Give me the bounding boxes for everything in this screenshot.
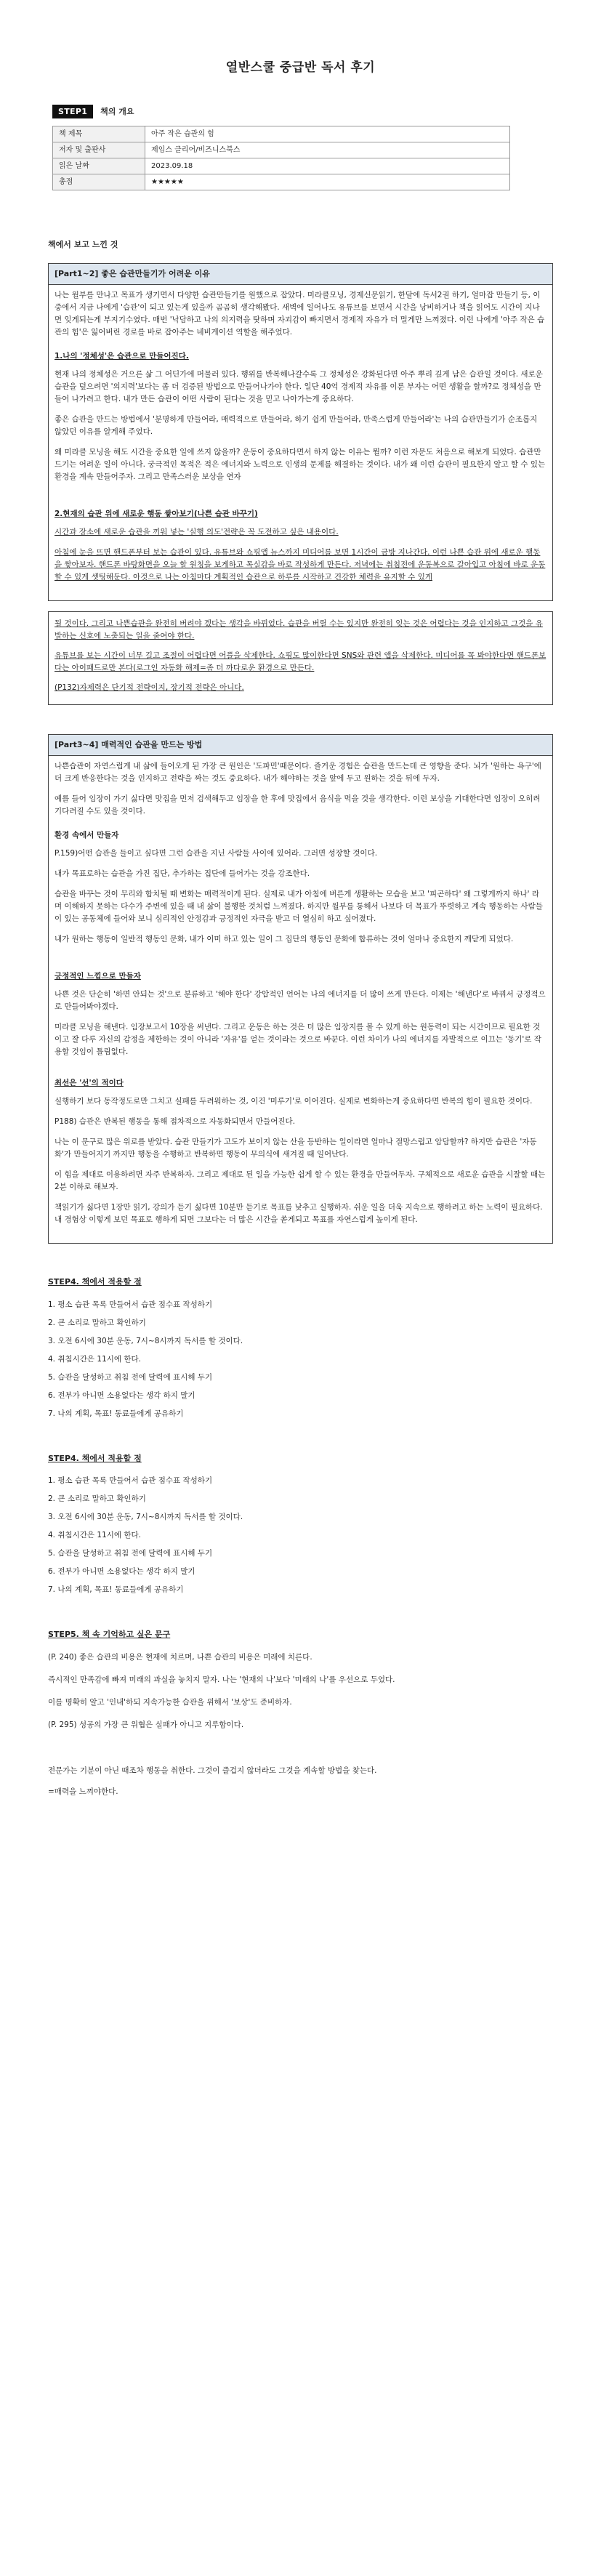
step4-section-repeat — [48, 1452, 553, 1597]
list-item: 6. 전부가 아니면 소용없다는 생각 하지 말기 — [48, 1390, 195, 1400]
paragraph: P188) 습관은 반복된 행동을 통해 점차적으로 자동화되면서 만들어진다. — [55, 1116, 296, 1126]
paragraph: =매력을 느껴야한다. — [48, 1787, 118, 1797]
step1-badge: STEP1 — [52, 105, 93, 119]
paragraph: 시간과 장소에 새로운 습관을 끼워 넣는 '실행 의도'전략은 꼭 도전하고 싶은 내용이다. — [55, 527, 339, 536]
paragraph: 즉시적인 만족감에 빠져 미래의 과실을 놓치지 말자. 나는 '현재의 나'보다 '미래의 나'를 우선으로 두었다. — [48, 1675, 395, 1685]
info-key: 책 제목 — [53, 126, 145, 142]
step4-title: STEP4. 책에서 적용할 점 — [48, 1453, 142, 1463]
part34-box — [48, 734, 553, 1244]
quote: (P. 240) 좋은 습관의 비용은 현재에 치르며, 나쁜 습관의 비용은 미래에 치른다. — [48, 1653, 312, 1662]
table-row — [53, 142, 510, 158]
paragraph: 나는 월부를 만나고 목표가 생기면서 다양한 습관만들기를 원했으로 잡았다. 미라클모닝, 경제신문읽기, 한달에 독서2권 하기, 얼마잡 만들기 등, 이중에서 지금 나에게 '습관'이 되고 있는게 있을까 곰곰히 생각해봤다. 새벽에 일어나도 유튜브를 보면서 시간을 낭비하거나 책을 읽어도 시간이 지나면 잊게되는게 부지기수였다. 매번 '낙담하고 나의 의지력을 탓하며 자괴감이 빠지면서 경제적 자유가 더 멀게만 느껴졌다. 이런 나에게 '아주 작은 습관의 힘'은 잃어버린 경로를 바로 잡아주는 네비게이션 역할을 해주었다. — [55, 290, 545, 337]
list-item: 1. 평소 습관 목록 만들어서 습관 점수표 작성하기 — [48, 1300, 213, 1309]
paragraph: 나쁜 것은 단순히 '하면 안되는 것'으로 분류하고 '해야 한다' 강압적인 언어는 나의 에너지를 더 많이 쓰게 만든다. 이제는 '해낸다'로 바꿔서 긍정적으로 만들어봐야겠다. — [55, 989, 546, 1011]
subheading: 2.현재의 습관 위에 새로운 행동 쌓아보기(나쁜 습관 바꾸기) — [55, 509, 258, 518]
paragraph: P.159)어떤 습관을 들이고 싶다면 그런 습관을 지닌 사람들 사이에 있어라. 그러면 성장할 것이다. — [55, 848, 378, 858]
paragraph: 현재 나의 정체성은 거으른 삶 그 어딘가에 머물러 있다. 행위를 반복해나갈수록 그 정체성은 강화된다면 아주 뿌리 깊게 남은 습관일 것이다. 새로운 습관을 덮으려면 '의지력'보다는 좀 더 검증된 방법으로 만들어나가야 한다. 일단 40억 경제적 자유를 이룬 부자는 어떤 생활을 할까?로 정체성을 만들어 나가려고 한다. 내가 만든 습관이 어떤 사람이 된다는 것을 믿고 나아가는게 중요하다. — [55, 369, 543, 403]
list-item: 1. 평소 습관 목록 만들어서 습관 점수표 작성하기 — [48, 1476, 213, 1486]
paragraph: 아침에 눈을 뜨면 핸드폰부터 보는 습관이 있다. 유튜브와 쇼핑앱 뉴스까지 미디어를 보면 1시간이 금방 지나간다. 이런 나쁜 습관 위에 새로운 행동을 쌓아보자. 핸드폰 바탕화면을 오늘 할 원칭을 보게하고 목실감을 바로 작성하게 만든다. 저녁에는 취침전에 운동복으로 갈아입고 아침에 바로 운동 할 수 있게 셋팅해둔다. 아것으로 나는 아침마다 계획적인 습관으로 하루를 시작하고 건강한 체력을 유지할 수 있게 — [55, 547, 546, 581]
subheading: 1.나의 '정체성'은 습관으로 만들어진다. — [55, 351, 189, 361]
subheading: 환경 속에서 만들자 — [55, 830, 119, 840]
paragraph: 습관을 바꾸는 것이 무리와 합치될 때 변화는 매력적이게 된다. 실제로 내가 아침에 버른게 생활하는 모습을 보고 '피곤하다' 왜 그렇게까지 하나' 라며 이해하지 못하는 다수가 주변에 있을 때 내 삶이 불행한 것처럼 느껴졌다. 하지만 월부를 통해서 나보다 더 목표가 뚜렷하고 계속 행동하는 사람들이 있는 공동체에 들어와 보니 심리적인 안정감과 긍정적인 자극을 받고 더 열심히 하고 싶어졌다. — [55, 889, 543, 923]
page-title: 열반스쿨 중급반 독서 후기 — [225, 60, 376, 75]
paragraph: 내가 목표로하는 습관을 가진 집단, 추가하는 집단에 들어가는 것을 강조한다. — [55, 869, 310, 878]
rating-stars: ★★★★★ — [145, 174, 510, 190]
action-list — [48, 1299, 553, 1420]
info-key: 총점 — [53, 174, 145, 190]
action-list — [48, 1475, 553, 1596]
paragraph: 내가 원하는 행동이 일반적 행동인 문화, 내가 이미 하고 있는 일이 그 집단의 행동인 문화에 합류하는 것이 얼마나 중요한지 깨닫게 되었다. — [55, 934, 514, 943]
paragraph: 이를 명확히 알고 '인내'하되 지속가능한 습관을 위해서 '보상'도 준비하자. — [48, 1698, 292, 1707]
paragraph: 유튜브를 보는 시간이 너무 길고 조절이 어렵다면 어플을 삭제한다. 쇼핑도 많이한다면 SNS와 관련 앱을 삭제한다. 미디어를 꼭 봐야한다면 핸드폰보다는 아이패드로만 본다(로그인 자동화 해제=좀 더 까다로운 환경으로 만든다. — [55, 651, 546, 672]
paragraph: 책읽기가 싫다면 1장만 읽기, 강의가 듣기 싫다면 10분만 듣기로 목표를 낮추고 실행하자. 쉬운 일을 더욱 지속으로 행하려고 하는 노력이 필요하다. 내 경험상 이렇게 보던 목표로 행하게 되면 그보다는 더 많은 시간을 쏟게되고 목표를 자연스럽게 높이게 된다. — [55, 1202, 543, 1224]
paragraph: 예를 들어 임장이 가기 싫다면 맛집을 먼저 검색해두고 임장을 한 후에 맛집에서 음식을 먹을 것을 생각한다. 이런 보상을 기대한다면 임장이 오히려 기다려질 수도 있을 것이다. — [55, 794, 541, 816]
paragraph: 될 것이다. 그리고 나쁜습관을 완전히 버려야 겠다는 생각을 바뀌었다. 습관을 버릴 수는 있지만 완전히 잊는 것은 어렵다는 것을 인지하고 그것을 유발하는 신호에 노출되는 일을 줄여야 한다. — [55, 619, 543, 640]
quote: (P. 295) 성공의 가장 큰 위협은 실패가 아니고 지루함이다. — [48, 1720, 244, 1730]
part12-heading: [Part1~2] 좋은 습관만들기가 어려운 이유 — [49, 264, 552, 285]
list-item: 5. 습관을 달성하고 취침 전에 달력에 표시해 두기 — [48, 1549, 213, 1558]
continued-box — [48, 611, 553, 705]
paragraph: 실행하기 보다 동작정도로만 그치고 실패를 두려워하는 것, 이건 '미루기'로 이어진다. 실제로 변화하는게 중요하다면 반복의 힘이 필요한 것이다. — [55, 1096, 533, 1106]
paragraph: 전문가는 기분이 아닌 때조차 행동을 취한다. 그것이 즐겁지 않더라도 그것을 계속할 방법을 찾는다. — [48, 1766, 377, 1776]
paragraph: (P132)자제력은 단기적 전략이지, 장기적 전략은 아니다. — [55, 683, 244, 692]
table-row — [53, 158, 510, 174]
step1-header — [52, 105, 553, 119]
info-key: 저자 및 출판사 — [53, 142, 145, 158]
list-item: 3. 오전 6시에 30분 운동, 7시~8시까지 독서를 할 것이다. — [48, 1336, 243, 1345]
paragraph: 나는 이 문구로 많은 위로를 받았다. 습관 만들기가 고도가 보이지 않는 산을 등반하는 일이라면 얼마나 절망스럽고 암담할까? 하지만 습관은 '자동화'가 만들어지기 까지만 행동을 수행하고 반복하면 행동이 무의식에 새겨질 때 일어난다. — [55, 1137, 537, 1159]
paragraph: 나쁜습관이 자연스럽게 내 삶에 들어오게 된 가장 큰 원인은 '도파민'때문이다. 즐거운 경험은 습관을 만드는데 큰 영향을 준다. 뇌가 '원하는 욕구'에 더 크게 반응한다는 것을 인지하고 전략을 짜는 것도 중요하다. 내가 해야하는 것을 앞에 두고 원하는 것을 뒤에 두자. — [55, 761, 541, 783]
step5-title: STEP5. 책 속 기억하고 싶은 문구 — [48, 1630, 171, 1640]
step5-section — [48, 1628, 553, 1731]
list-item: 7. 나의 계획, 목표! 동료들에게 공유하기 — [48, 1409, 184, 1418]
list-item: 4. 취침시간은 11시에 한다. — [48, 1354, 142, 1364]
list-item: 6. 전부가 아니면 소용없다는 생각 하지 말기 — [48, 1567, 195, 1577]
part12-box — [48, 263, 553, 601]
closing-section — [48, 1765, 553, 1798]
list-item: 2. 큰 소리로 말하고 확인하기 — [48, 1494, 146, 1504]
subheading: 긍정적인 느낌으로 만들자 — [55, 971, 141, 981]
info-key: 읽은 날짜 — [53, 158, 145, 174]
table-row — [53, 126, 510, 142]
paragraph: 미라클 모닝을 해낸다. 임장보고서 10장을 써낸다. 그리고 운동은 하는 것은 더 많은 임장지를 볼 수 있게 하는 원동력이 되는 시간이므로 필요한 것이고 잘 다루 자신의 감정을 제한하는 것이 아니라 '자유'를 얻는 것이라는 것으로 바꾼다. 이런 차이가 나의 에너지를 자발적으로 이끄는 '동기'로 작용할 것임이 틀림없다. — [55, 1022, 541, 1056]
list-item: 5. 습관을 달성하고 취침 전에 달력에 표시해 두기 — [48, 1372, 213, 1382]
part34-heading: [Part3~4] 매력적인 습관을 만드는 방법 — [49, 735, 552, 756]
step4-section — [48, 1276, 553, 1420]
list-item: 3. 오전 6시에 30분 운동, 7시~8시까지 독서를 할 것이다. — [48, 1513, 243, 1522]
step4-title: STEP4. 책에서 적용할 점 — [48, 1276, 142, 1287]
info-value: 제임스 클리어/비즈니스북스 — [145, 142, 510, 158]
paragraph: 왜 미라클 모닝을 해도 시간을 중요한 일에 쓰지 않을까? 운동이 중요하다면서 하지 않는 이유는 뭘까? 이런 자문도 처음으로 해보게 되었다. 습관만드기는 어려운 일이 아니다. 궁극적인 목적은 적은 에너지와 노력으로 인생의 문제를 해결하는 것이다. 내가 왜 이런 습관이 필요한지 알고 할 수 있는 환경을 계속 만들어주자. 그리고 만족스러운 보상을 연자 — [55, 447, 546, 481]
section-heading: 책에서 보고 느낀 것 — [48, 240, 118, 250]
paragraph: 좋은 습관을 만드는 방법에서 '분명하게 만들어라, 매력적으로 만들어라, 하기 쉽게 만들어라, 만족스럽게 만들어라'는 나의 습관만들기가 순조롭지 않았던 이유를 알게해 주었다. — [55, 414, 538, 436]
step1-title: 책의 개요 — [100, 106, 134, 116]
info-value: 아주 작은 습관의 힘 — [145, 126, 510, 142]
info-value: 2023.09.18 — [145, 158, 510, 174]
list-item: 7. 나의 계획, 목표! 동료들에게 공유하기 — [48, 1585, 184, 1595]
table-row — [53, 174, 510, 190]
list-item: 2. 큰 소리로 말하고 확인하기 — [48, 1318, 146, 1327]
list-item: 4. 취침시간은 11시에 한다. — [48, 1531, 142, 1540]
book-info-table — [52, 126, 510, 190]
paragraph: 이 힘을 제대로 이용하려면 자주 반복하자. 그리고 제대로 된 일을 가능한 쉽게 할 수 있는 환경을 만들어두자. 구체적으로 새로운 습관을 시잘할 때는 2분 이하로 해보자. — [55, 1170, 546, 1191]
subheading: 최선은 '선'의 적이다 — [55, 1078, 124, 1087]
